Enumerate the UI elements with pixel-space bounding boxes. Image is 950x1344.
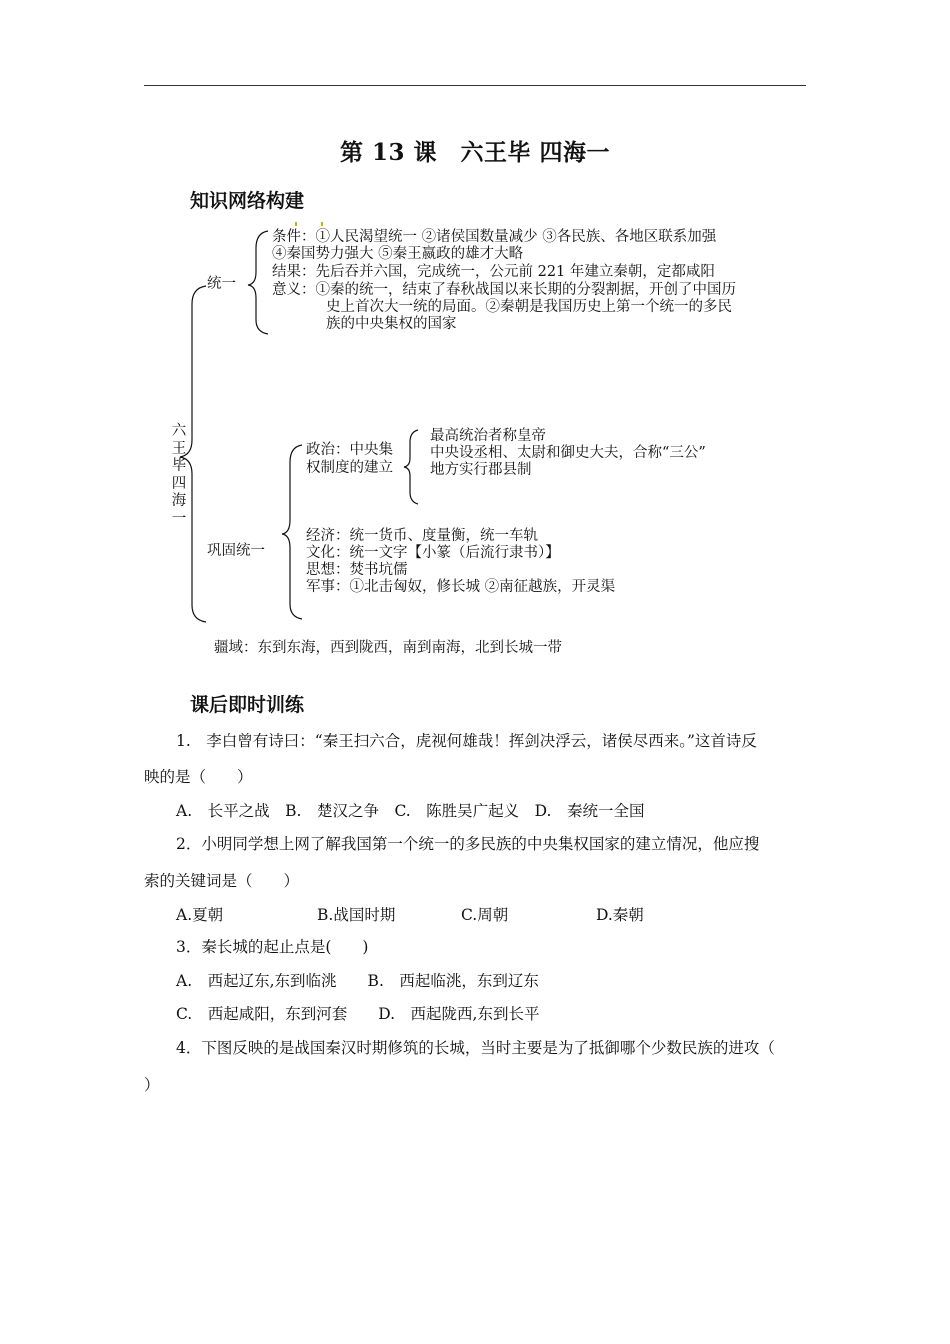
question-1-options: A. 长平之战 B. 楚汉之争 C. 陈胜吴广起义 D. 秦统一全国 — [176, 802, 645, 820]
consolidate-brace — [282, 445, 302, 619]
question-2-option-d: D.秦朝 — [596, 906, 644, 924]
consolidate-military: 军事：①北击匈奴，修长城 ②南征越族，开灵渠 — [306, 579, 616, 595]
unify-conditions-line-2: ④秦国势力强大 ⑤秦王嬴政的雄才大略 — [272, 246, 524, 262]
politics-label-line-2: 权制度的建立 — [306, 460, 393, 476]
politics-item-three-ministers: 中央设丞相、太尉和御史大夫，合称“三公” — [430, 445, 706, 461]
politics-item-commandery: 地方实行郡县制 — [430, 462, 532, 478]
branch-unify-label: 统一 — [207, 276, 236, 292]
lesson-title: 第 13 课 六王毕 四海一 — [339, 139, 611, 166]
politics-item-emperor: 最高统治者称皇帝 — [430, 428, 546, 444]
unify-result: 结果：先后吞并六国，完成统一，公元前 221 年建立秦朝，定都咸阳 — [272, 264, 715, 280]
branch-consolidate-label: 巩固统一 — [207, 543, 265, 559]
question-4-line-2: ） — [144, 1076, 160, 1094]
question-4-line-1: 4．下图反映的是战国秦汉时期修筑的长城，当时主要是为了抵御哪个少数民族的进攻（ — [176, 1039, 775, 1057]
question-1-line-2: 映的是（ ） — [144, 768, 253, 786]
question-2-line-1: 2．小明同学想上网了解我国第一个统一的多民族的中央集权国家的建立情况，他应搜 — [176, 835, 760, 853]
question-2-option-a: A.夏朝 — [176, 906, 224, 924]
mindmap-root-label: 六王毕四海一 — [171, 423, 187, 527]
politics-label-line-1: 政治：中央集 — [306, 442, 393, 458]
question-2-option-c: C.周朝 — [461, 906, 509, 924]
question-2-line-2: 索的关键词是（ ） — [144, 872, 300, 890]
consolidate-thought: 思想：焚书坑儒 — [306, 562, 408, 578]
consolidate-culture: 文化：统一文字【小篆（后流行隶书）】 — [306, 545, 560, 561]
unify-significance-line-1: 意义：①秦的统一，结束了春秋战国以来长期的分裂割据，开创了中国历 — [272, 282, 736, 298]
unify-significance-line-3: 族的中央集权的国家 — [326, 316, 457, 332]
unify-conditions-line-1: 条件：①人民渴望统一 ②诸侯国数量减少 ③各民族、各地区联系加强 — [272, 229, 717, 245]
question-3-options-ab: A. 西起辽东,东到临洮 B. 西起临洮，东到辽东 — [176, 972, 539, 990]
question-2-option-b: B.战国时期 — [317, 906, 396, 924]
unify-brace — [248, 231, 268, 334]
question-3-options-cd: C. 西起咸阳，东到河套 D. 西起陇西,东到长平 — [176, 1005, 540, 1023]
politics-brace — [404, 430, 418, 504]
section-heading-knowledge-network: 知识网络构建 — [190, 190, 305, 212]
section-heading-exercises: 课后即时训练 — [190, 694, 305, 716]
question-3-line-1: 3．秦长城的起止点是( ) — [176, 938, 369, 956]
unify-significance-line-2: 史上首次大一统的局面。②秦朝是我国历史上第一个统一的多民 — [326, 299, 732, 315]
territory-line: 疆域：东到东海，西到陇西，南到南海，北到长城一带 — [214, 640, 562, 656]
consolidate-economy: 经济：统一货币、度量衡，统一车轨 — [306, 528, 538, 544]
question-1-line-1: 1. 李白曾有诗曰：“秦王扫六合，虎视何雄哉！挥剑决浮云，诸侯尽西来。”这首诗反 — [176, 732, 757, 750]
